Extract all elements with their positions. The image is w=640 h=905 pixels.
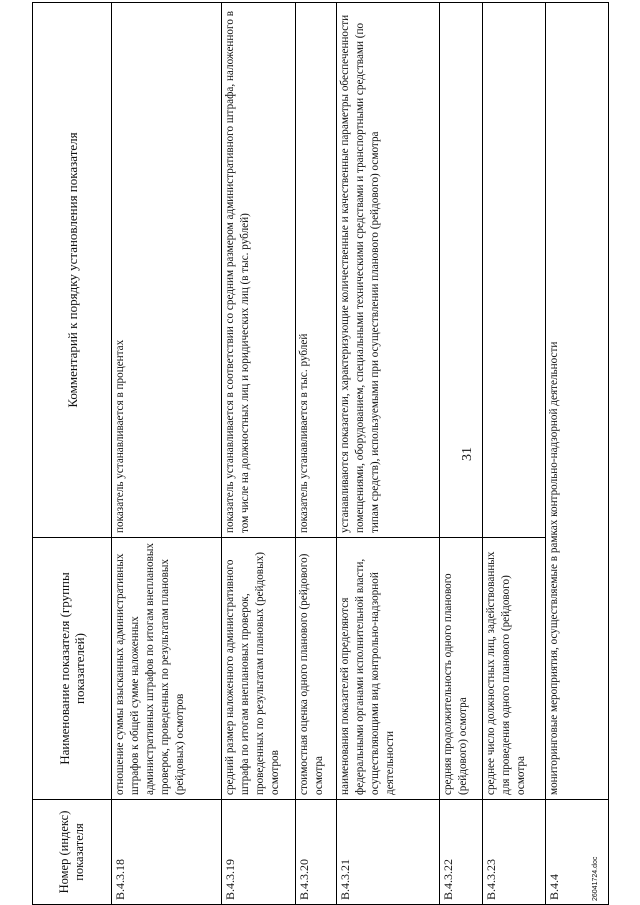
row-number: В.4.3.22 (440, 800, 483, 905)
row-name: средний размер наложенного административного штрафа по итогам внеплановых проверок, проведенных по результатам плановых (рейдовых) осмотров (222, 538, 296, 800)
row-section-title: мониторинговые мероприятия, осуществляемые в рамках контрольно-надзорной деятельности (546, 3, 609, 800)
row-comment (483, 3, 546, 538)
table-row (337, 3, 440, 905)
row-number: В.4.3.23 (483, 800, 546, 905)
row-comment: устанавливаются показатели, характеризующие количественные и качественные параметры обеспеченности помещениями, оборудованием, специальными техническими средствами и транспортными средствами (по типам средств), используемыми при осуществлении планового (рейдового) осмотра (337, 3, 440, 538)
row-number: В.4.3.21 (337, 800, 440, 905)
row-comment (440, 3, 483, 538)
header-number: Номер (индекс) показателя (33, 800, 112, 905)
row-comment: показатель устанавливается в тыс. рублей (296, 3, 337, 538)
header-name: Наименование показателя (группы показателей) (33, 538, 112, 800)
table-row (440, 3, 483, 905)
row-number: В.4.4 (546, 800, 609, 905)
row-comment: показатель устанавливается в соответствии со средним размером административного штрафа, наложенного в том числе на должностных лиц и юридических лиц (в тыс. рублей) (222, 3, 296, 538)
row-name: отношение суммы взысканных административных штрафов к общей сумме наложенных административных штрафов по итогам внеплановых проверок, проведенных по результатам плановых (рейдовых) осмотров (112, 538, 222, 800)
row-number: В.4.3.19 (222, 800, 296, 905)
table-row (222, 3, 296, 905)
row-number: В.4.3.18 (112, 800, 222, 905)
page-number: 31 (460, 447, 475, 461)
table-row (546, 3, 609, 905)
row-name: наименования показателей определяются федеральными органами исполнительной власти, осуществляющими вид контрольно-надзорной деятельности (337, 538, 440, 800)
table-header-row (33, 3, 112, 905)
row-name: среднее число должностных лиц, задействованных для проведения одного планового (рейдового) осмотра (483, 538, 546, 800)
header-comment: Комментарий к порядку установления показателя (33, 3, 112, 538)
file-stamp: 26041724.doc (592, 856, 599, 901)
row-number: В.4.3.20 (296, 800, 337, 905)
row-name: стоимостная оценка одного планового (рейдового) осмотра (296, 538, 337, 800)
table-row (112, 3, 222, 905)
table-row (296, 3, 337, 905)
row-comment: показатель устанавливается в процентах (112, 3, 222, 538)
row-name: средняя продолжительность одного планового (рейдового) осмотра (440, 538, 483, 800)
indicators-table (32, 2, 609, 905)
table-row (483, 3, 546, 905)
